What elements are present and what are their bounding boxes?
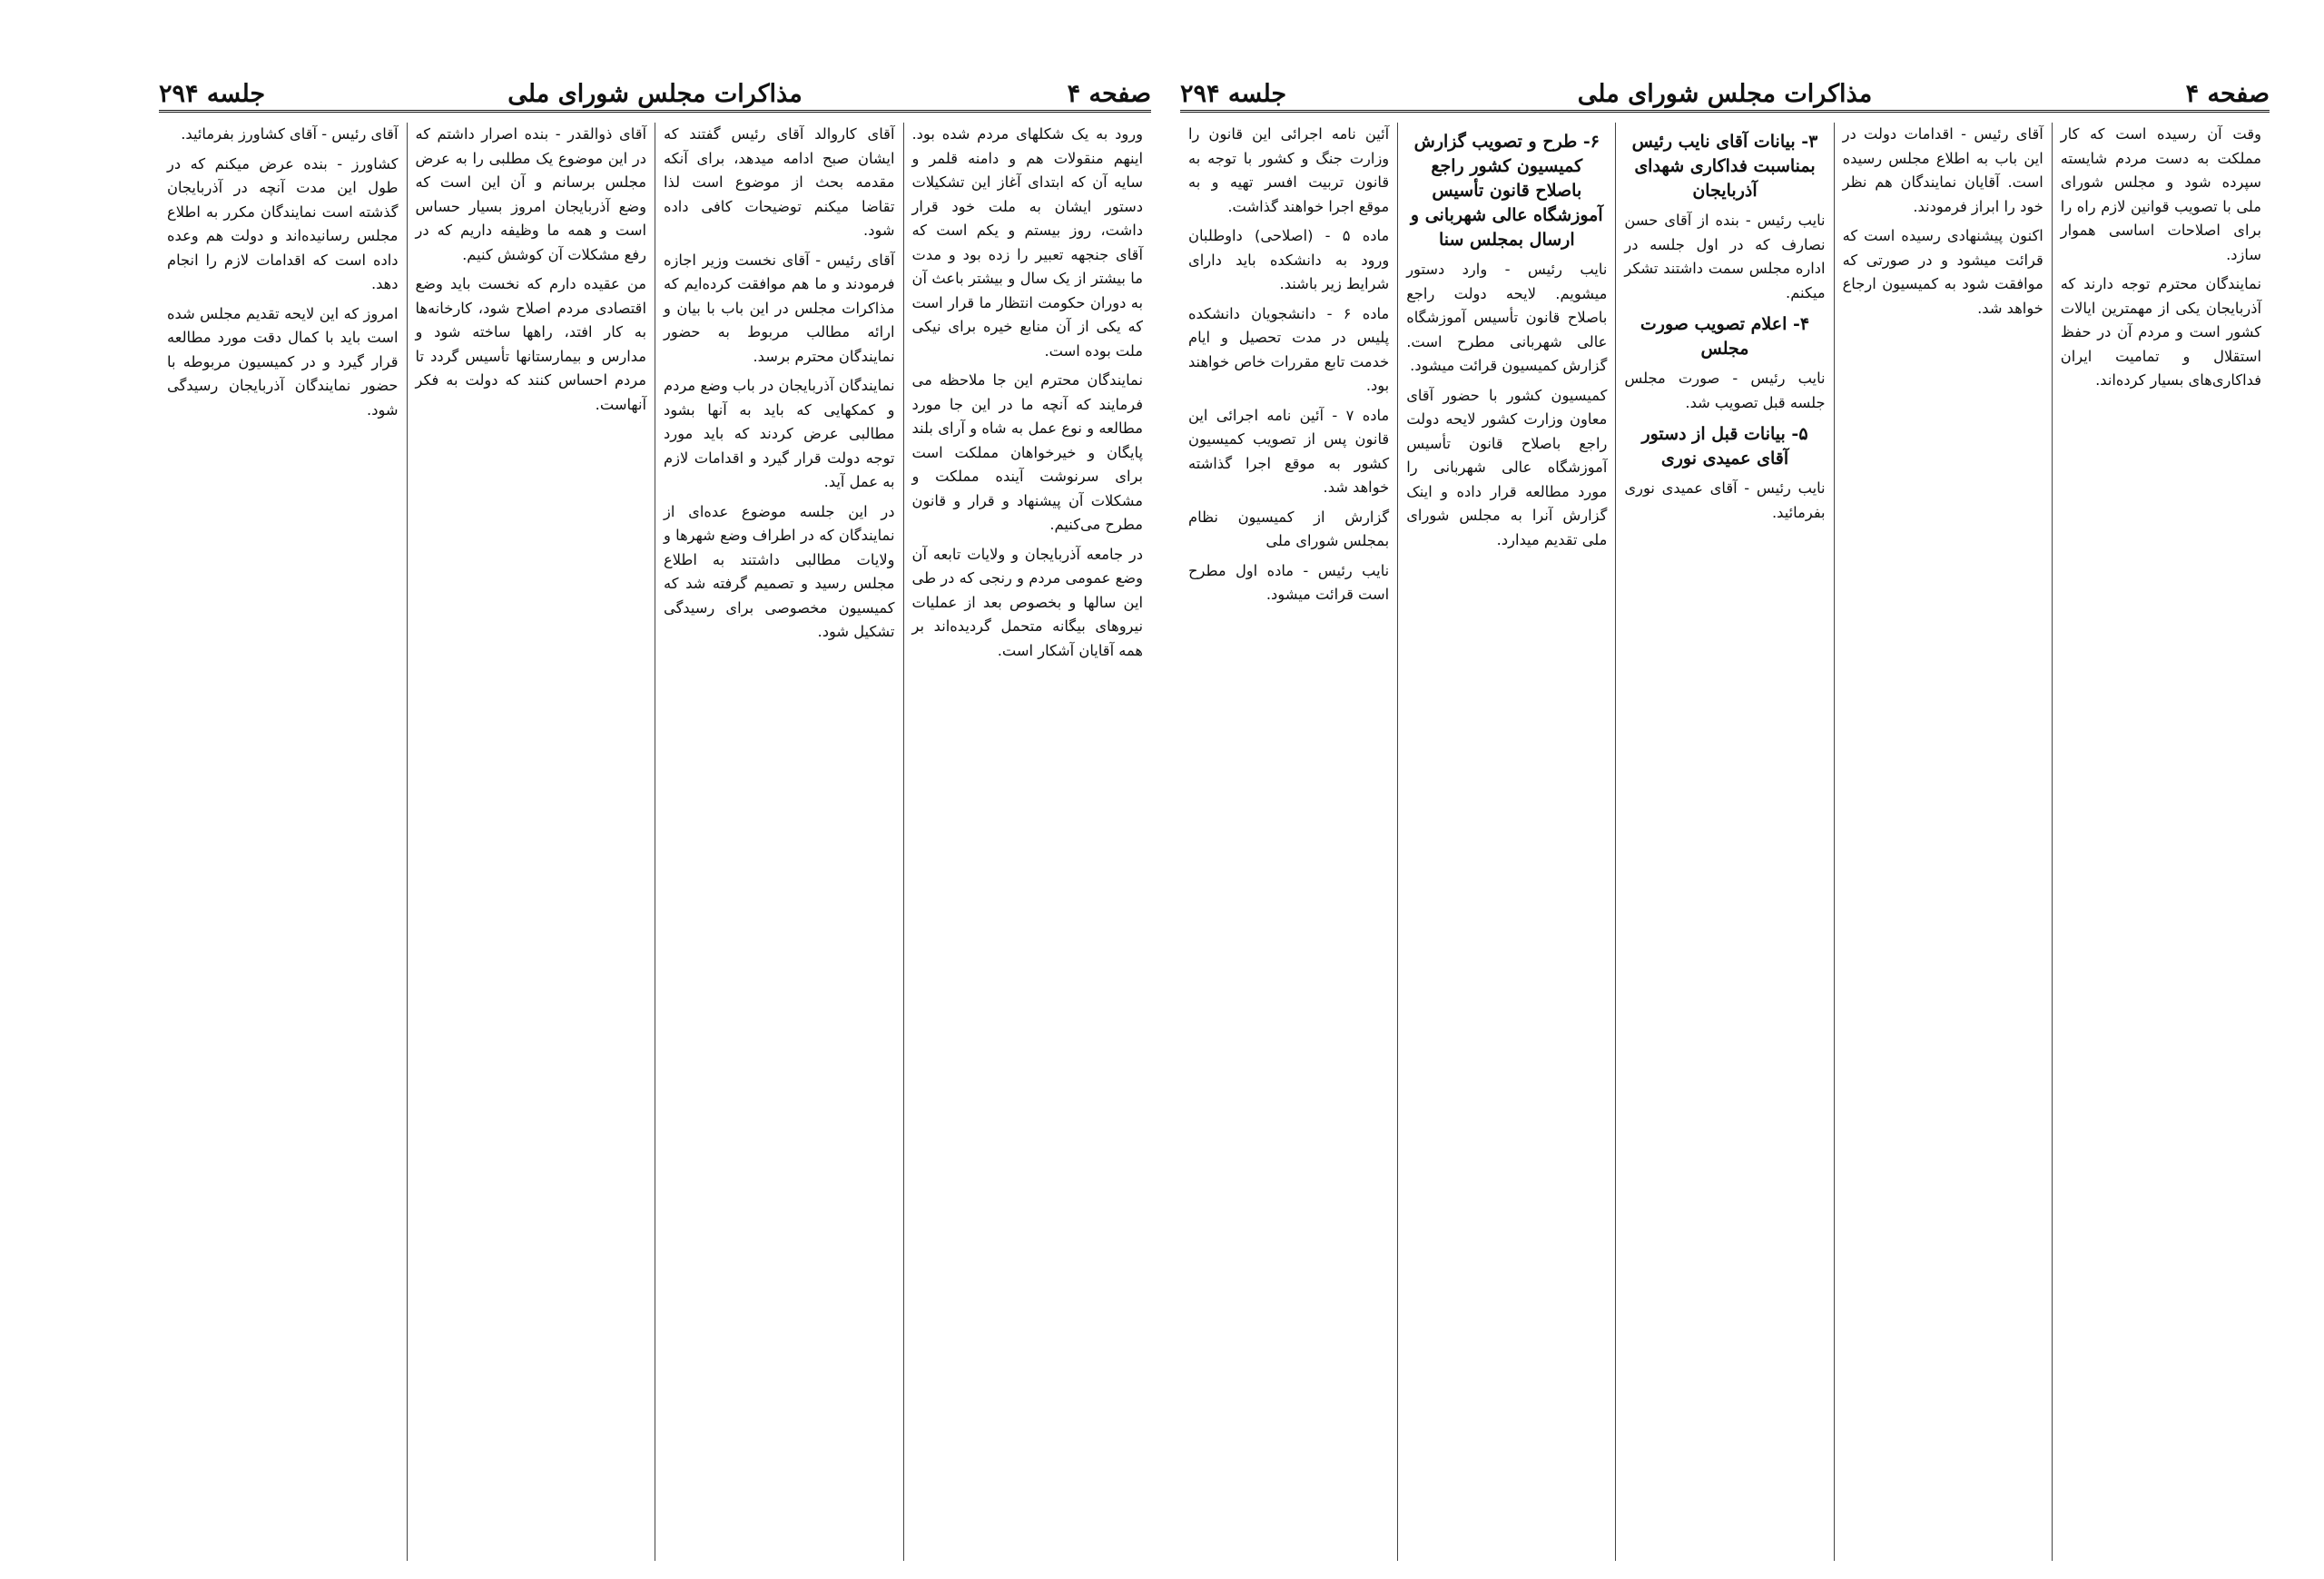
paragraph: ماده ۵ - (اصلاحی) داوطلبان ورود به دانشکده باید دارای شرایط زیر باشند. bbox=[1187, 227, 1390, 292]
paragraph: نایب رئیس - صورت مجلس جلسه قبل تصویب شد. bbox=[1624, 370, 1826, 411]
header-rule bbox=[1180, 110, 2270, 113]
session-number: جلسه ۲۹۴ bbox=[1180, 80, 1287, 108]
section-heading: ۳- بیانات آقای نایب رئیس بمناسبت فداکاری شهدای آذربایجان bbox=[1631, 132, 1818, 201]
paragraph: آقای ذوالقدر - بنده اصرار داشتم که در این موضوع یک مطلبی را به عرض مجلس برسانم و آن این است که وضع آذربایجان امروز بسیار حساس است و همه ما وظیفه داریم که در رفع مشکلات آن کوشش کنیم. bbox=[415, 125, 646, 263]
paragraph: در جامعه آذربایجان و ولایات تابعه آن وضع عمومی مردم و رنجی که در طی این سالها و بخصوص بعد از عملیات نیروهای بیگانه متحمل گردیده‌اند بر همه آقایان آشکار است. bbox=[911, 545, 1143, 659]
paragraph: آقای رئیس - اقدامات دولت در این باب به اطلاع مجلس رسیده است. آقایان نمایندگان هم نظر خود را ابراز فرمودند. bbox=[1842, 125, 2043, 215]
paragraph: نمایندگان محترم این جا ملاحظه می فرمایند که آنچه ما در این جا مورد مطالعه و نوع عمل به شاه و آرای بلند پایگان و خیرخواهان مملکت است برای سرنوشت آینده مملکت و مشکلات آن پیشنهاد و قرار و قانون مطرح می‌کنیم. bbox=[911, 371, 1143, 533]
paragraph: نایب رئیس - آقای عمیدی نوری بفرمائید. bbox=[1624, 479, 1826, 521]
paragraph: امروز که این لایحه تقدیم مجلس شده است باید با کمال دقت مورد مطالعه قرار گیرد و در کمیسیون مربوطه با حضور نمایندگان آذربایجان رسیدگی شود. bbox=[167, 304, 399, 419]
paragraph: وقت آن رسیده است که کار مملکت به دست مردم شایسته سپرده شود و مجلس شورای ملی با تصویب قوانین لازم راه را برای اصلاحات اساسی هموار سازد. bbox=[2060, 125, 2261, 263]
section-heading: ۵- بیانات قبل از دستور آقای عمیدی نوری bbox=[1641, 424, 1808, 469]
text-column bbox=[159, 123, 407, 1561]
text-column bbox=[655, 123, 903, 1561]
paragraph: اکنون پیشنهادی رسیده است که قرائت میشود و در صورتی که موافقت شود به کمیسیون ارجاع خواهد شد. bbox=[1842, 227, 2043, 317]
page-header bbox=[159, 74, 1151, 113]
paragraph: آقای رئیس - آقای کشاورز بفرمائید. bbox=[181, 125, 399, 143]
text-column bbox=[1397, 123, 1615, 1561]
publication-title: مذاکرات مجلس شورای ملی bbox=[1577, 80, 1873, 108]
page-number: صفحه ۴ bbox=[2185, 80, 2270, 108]
right-page bbox=[1162, 0, 2324, 1579]
text-column bbox=[1180, 123, 1397, 1561]
paragraph: ماده ۶ - دانشجویان دانشکده پلیس در مدت تحصیل و ایام خدمت تابع مقررات خاص خواهند بود. bbox=[1187, 304, 1390, 394]
paragraph: نایب رئیس - بنده از آقای حسن نصارف که در اول جلسه در اداره مجلس سمت داشتند تشکر میکنم. bbox=[1624, 212, 1826, 301]
paragraph: ورود به یک شکلهای مردم شده بود. اینهم منقولات هم و دامنه قلمر و سایه آن که ابتدای آغاز این تشکیلات دستور ایشان به ملت خود قرار داشت، روز بیستم و یکم است که آقای جنجهه تعبیر را زده بود و مدت ما بیشتر از یک سال و بیشتر باعث آن به دوران حکومت انتظار ما قرار است که یکی از آن منابع خیره برای نیکی ملت بوده است. bbox=[911, 125, 1143, 360]
text-column bbox=[1834, 123, 2052, 1561]
paragraph: گزارش از کمیسیون نظام بمجلس شورای ملی bbox=[1187, 508, 1390, 549]
paragraph: نمایندگان محترم توجه دارند که آذربایجان یکی از مهمترین ایالات کشور است و مردم آن در حفظ استقلال و تمامیت ایران فداکاری‌های بسیار کرده‌اند. bbox=[2060, 275, 2261, 389]
publication-title: مذاکرات مجلس شورای ملی bbox=[507, 80, 803, 108]
paragraph: در این جلسه موضوع عده‌ای از نمایندگان که در اطراف وضع شهرها و ولایات مطالبی داشتند به اطلاع مجلس رسید و تصمیم گرفته شد که کمیسیون مخصوصی برای رسیدگی تشکیل شود. bbox=[664, 502, 895, 640]
paragraph: آقای کاروالد آقای رئیس گفتند که ایشان صبح ادامه میدهد، برای آنکه مقدمه بحث از موضوع است لذا تقاضا میکنم توضیحات کافی داده شود. bbox=[664, 125, 895, 239]
text-column bbox=[1615, 123, 1833, 1561]
paragraph: کمیسیون کشور با حضور آقای معاون وزارت کشور لایحه دولت راجع باصلاح قانون تأسیس آموزشگاه عالی شهربانی را مورد مطالعه قرار داده و اینک گزارش آنرا به مجلس شورای ملی تقدیم میدارد. bbox=[1406, 386, 1608, 548]
paragraph: نمایندگان آذربایجان در باب وضع مردم و کمکهایی که باید به آنها بشود مطالبی عرض کردند که باید مورد توجه دولت قرار گیرد و اقدامات لازم به عمل آید. bbox=[664, 377, 895, 490]
text-column bbox=[2052, 123, 2270, 1561]
paragraph: ماده ۷ - آئین نامه اجرائی این قانون پس از تصویب کمیسیون کشور به موقع اجرا گذاشته خواهد شد. bbox=[1187, 406, 1390, 496]
text-columns bbox=[159, 123, 1151, 1561]
paragraph: نایب رئیس - وارد دستور میشویم. لایحه دولت راجع باصلاح قانون تأسیس آموزشگاه عالی شهربانی مطرح است. گزارش کمیسیون قرائت میشود. bbox=[1406, 261, 1608, 374]
paragraph: کشاورز - بنده عرض میکنم که در طول این مدت آنچه در آذربایجان گذشته است نمایندگان مکرر به اطلاع مجلس رسانیده‌اند و دولت هم وعده داده است که اقدامات لازم را انجام دهد. bbox=[167, 154, 399, 292]
page-number: صفحه ۴ bbox=[1067, 80, 1151, 108]
paragraph: من عقیده دارم که نخست باید وضع اقتصادی مردم اصلاح شود، کارخانه‌ها به کار افتد، راهها ساخته شود و مدارس و بیمارستانها تأسیس گردد تا مردم احساس کنند که دولت به فکر آنهاست. bbox=[415, 275, 646, 413]
paragraph: آقای رئیس - آقای نخست وزیر اجازه فرمودند و ما هم موافقت کرده‌ایم که مذاکرات مجلس در این باب با بیان و ارائه مطالب مربوط به حضور نمایندگان محترم برسد. bbox=[664, 251, 895, 365]
text-columns bbox=[1180, 123, 2270, 1561]
text-column bbox=[407, 123, 655, 1561]
paragraph: آئین نامه اجرائی این قانون را وزارت جنگ و کشور با توجه به قانون تربیت افسر تهیه و به موقع اجرا خواهند گذاشت. bbox=[1187, 125, 1390, 215]
section-heading: ۶- طرح و تصویب گزارش کمیسیون کشور راجع باصلاح قانون تأسیس آموزشگاه عالی شهربانی و ارسال بمجلس سنا bbox=[1410, 132, 1603, 250]
session-number: جلسه ۲۹۴ bbox=[159, 80, 266, 108]
page-header bbox=[1180, 74, 2270, 113]
section-heading: ۴- اعلام تصویب صورت مجلس bbox=[1640, 314, 1810, 359]
paragraph: نایب رئیس - ماده اول مطرح است قرائت میشود. bbox=[1187, 561, 1390, 603]
header-rule bbox=[159, 110, 1151, 113]
text-column bbox=[903, 123, 1152, 1561]
